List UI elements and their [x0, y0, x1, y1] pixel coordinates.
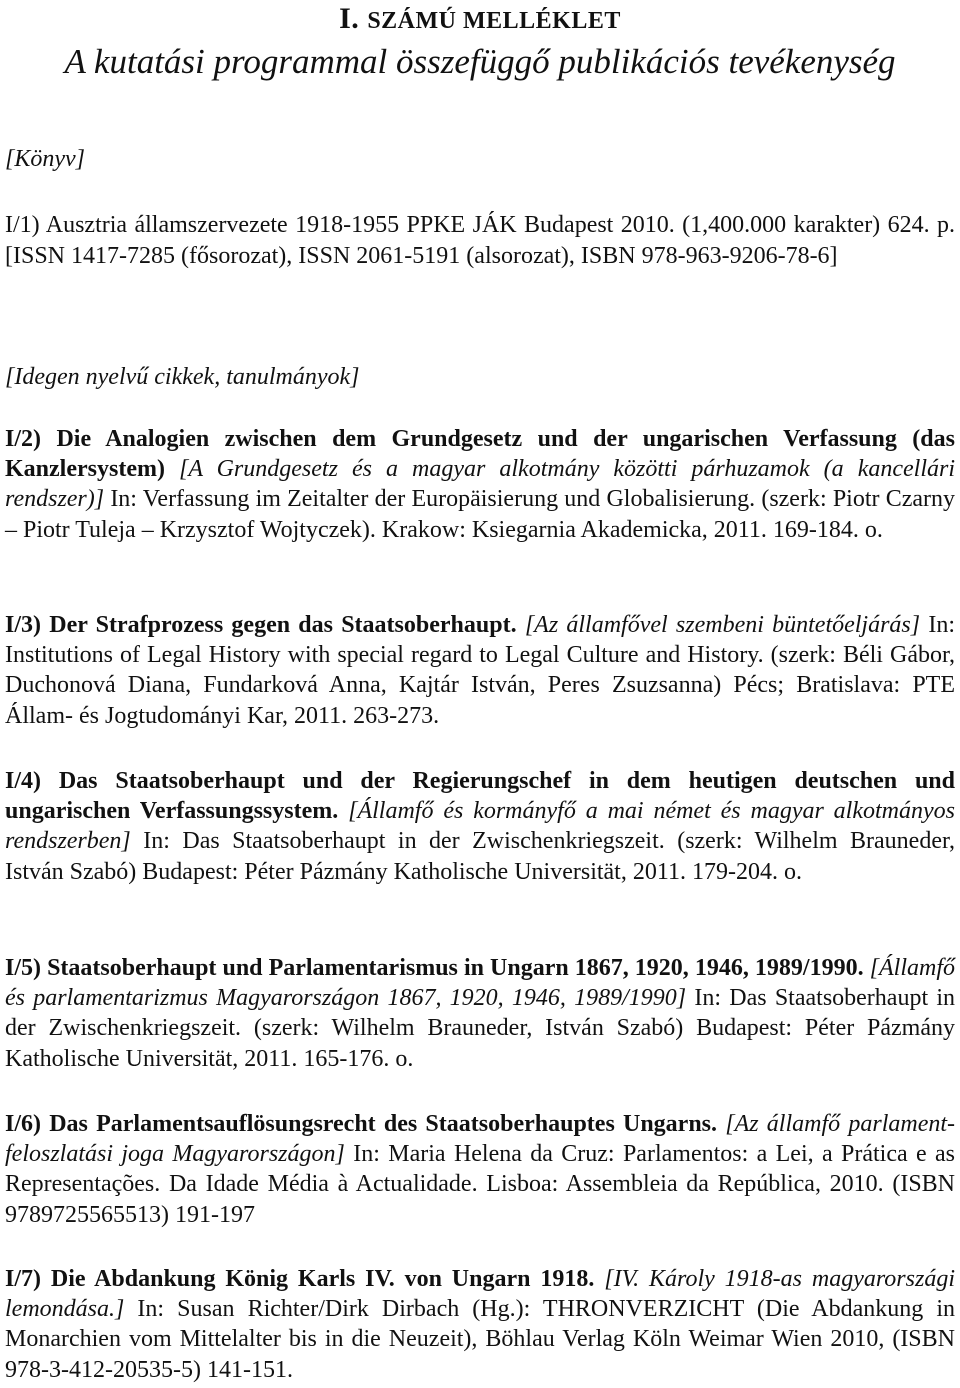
entry-details: In: Das Staatsoberhaupt in der Zwischenkriegszeit. (szerk: Wilhelm Brauneder, István Szabó) Budapest: Péter Pázmány Katholische Universität, 2011. 165-176. o. [5, 985, 956, 1072]
appendix-heading [5, 2, 955, 36]
entry-id: I/2) [5, 426, 41, 452]
section-label-articles: [Idegen nyelvű cikkek, tanulmányok] [5, 364, 360, 390]
entry-title: Staatsoberhaupt und Parlamentarismus in Ungarn 1867, 1920, 1946, 1989/1990. [47, 955, 864, 981]
entry-id: I/4) [5, 768, 41, 794]
publication-entry [5, 953, 955, 1074]
entry-details: In: Verfassung im Zeitalter der Europäisierung und Globalisierung. (szerk: Piotr Czarny – Piotr Tuleja – Krzysztof Wojtyczek). Krakow: Ksiegarnia Akademicka, 2011. 169-184. o. [5, 486, 956, 543]
entry-title: Der Strafprozess gegen das Staatsoberhaupt. [49, 612, 517, 638]
publication-entry [5, 1264, 955, 1385]
appendix-subtitle: A kutatási programmal összefüggő publikációs tevékenység [64, 42, 896, 81]
publication-entry [5, 1109, 955, 1230]
entry-translation: [IV. Károly 1918-as magyarországi lemondása.] [5, 1266, 955, 1323]
section-label-books: [Könyv] [5, 146, 85, 172]
publication-entry [5, 610, 955, 731]
entry-id: I/1) [5, 212, 40, 238]
publication-entry [5, 766, 955, 887]
entry-details: In: Das Staatsoberhaupt in der Zwischenkriegszeit. (szerk: Wilhelm Brauneder, István Szabó) Budapest: Péter Pázmány Katholische Universität, 2011. 179-204. o. [5, 828, 955, 885]
entry-details: In: Susan Richter/Dirk Dirbach (Hg.): THRONVERZICHT (Die Abdankung in Monarchien vom Mittelalter bis in die Neuzeit), Böhlau Verlag Köln Weimar Wien 2010, (ISBN 978-3-412-20535-5) 141-151. [5, 1296, 955, 1383]
entry-title: Die Analogien zwischen dem Grundgesetz und der ungarischen Verfassung (das Kanzlersystem) [5, 426, 955, 483]
appendix-numeral: I. [339, 2, 360, 35]
entry-title: Die Abdankung König Karls IV. von Ungarn 1918. [50, 1266, 595, 1292]
entry-translation: [Az államfővel szembeni büntetőeljárás] [524, 612, 921, 638]
appendix-title: SZÁMÚ MELLÉKLET [367, 8, 621, 34]
entry-id: I/5) [5, 955, 41, 981]
entry-details: In: Maria Helena da Cruz: Parlamentos: a Lei, a Prática e as Representações. Da Idade Média à Actualidade. Lisboa: Assembleia da República, 2010. (ISBN 9789725565513) 191-197 [5, 1141, 956, 1228]
entry-details: In: Institutions of Legal History with special regard to Legal Culture and History. (szerk: Béli Gábor, Duchonová Diana, Fundarková Anna, Kajtár István, Peres Zsuzsanna) Pécs; Bratislava: PTE Állam- és Jogtudományi Kar, 2011. 263-273. [5, 612, 956, 729]
entry-translation: [Államfő és parlamentarizmus Magyarországon 1867, 1920, 1946, 1989/1990] [5, 955, 956, 1012]
entry-translation: [A Grundgesetz és a magyar alkotmány közötti párhuzamok (a kancellári rendszer)] [5, 456, 956, 513]
entry-details: PPKE JÁK Budapest 2010. (1,400.000 karakter) 624. p. [ISSN 1417-7285 (fősorozat), ISSN 2061-5191 (alsorozat), ISBN 978-963-9206-78-6] [5, 212, 955, 269]
entry-title: Das Parlamentsauflösungsrecht des Staatsoberhauptes Ungarns. [49, 1111, 718, 1137]
entry-title: Das Staatsoberhaupt und der Regierungschef in dem heutigen deutschen und ungarischen Verfassungssystem. [5, 768, 956, 825]
entry-id: I/7) [5, 1266, 41, 1292]
entry-id: I/3) [5, 612, 41, 638]
entry-translation: [Az államfő parlament-feloszlatási joga Magyarországon] [5, 1111, 956, 1168]
entry-translation: [Államfő és kormányfő a mai német és magyar alkotmányos rendszerben] [5, 798, 955, 855]
entry-title: Ausztria államszervezete 1918-1955 [45, 212, 400, 238]
publication-entry [5, 424, 955, 545]
publication-entry [5, 210, 955, 272]
entry-id: I/6) [5, 1111, 41, 1137]
